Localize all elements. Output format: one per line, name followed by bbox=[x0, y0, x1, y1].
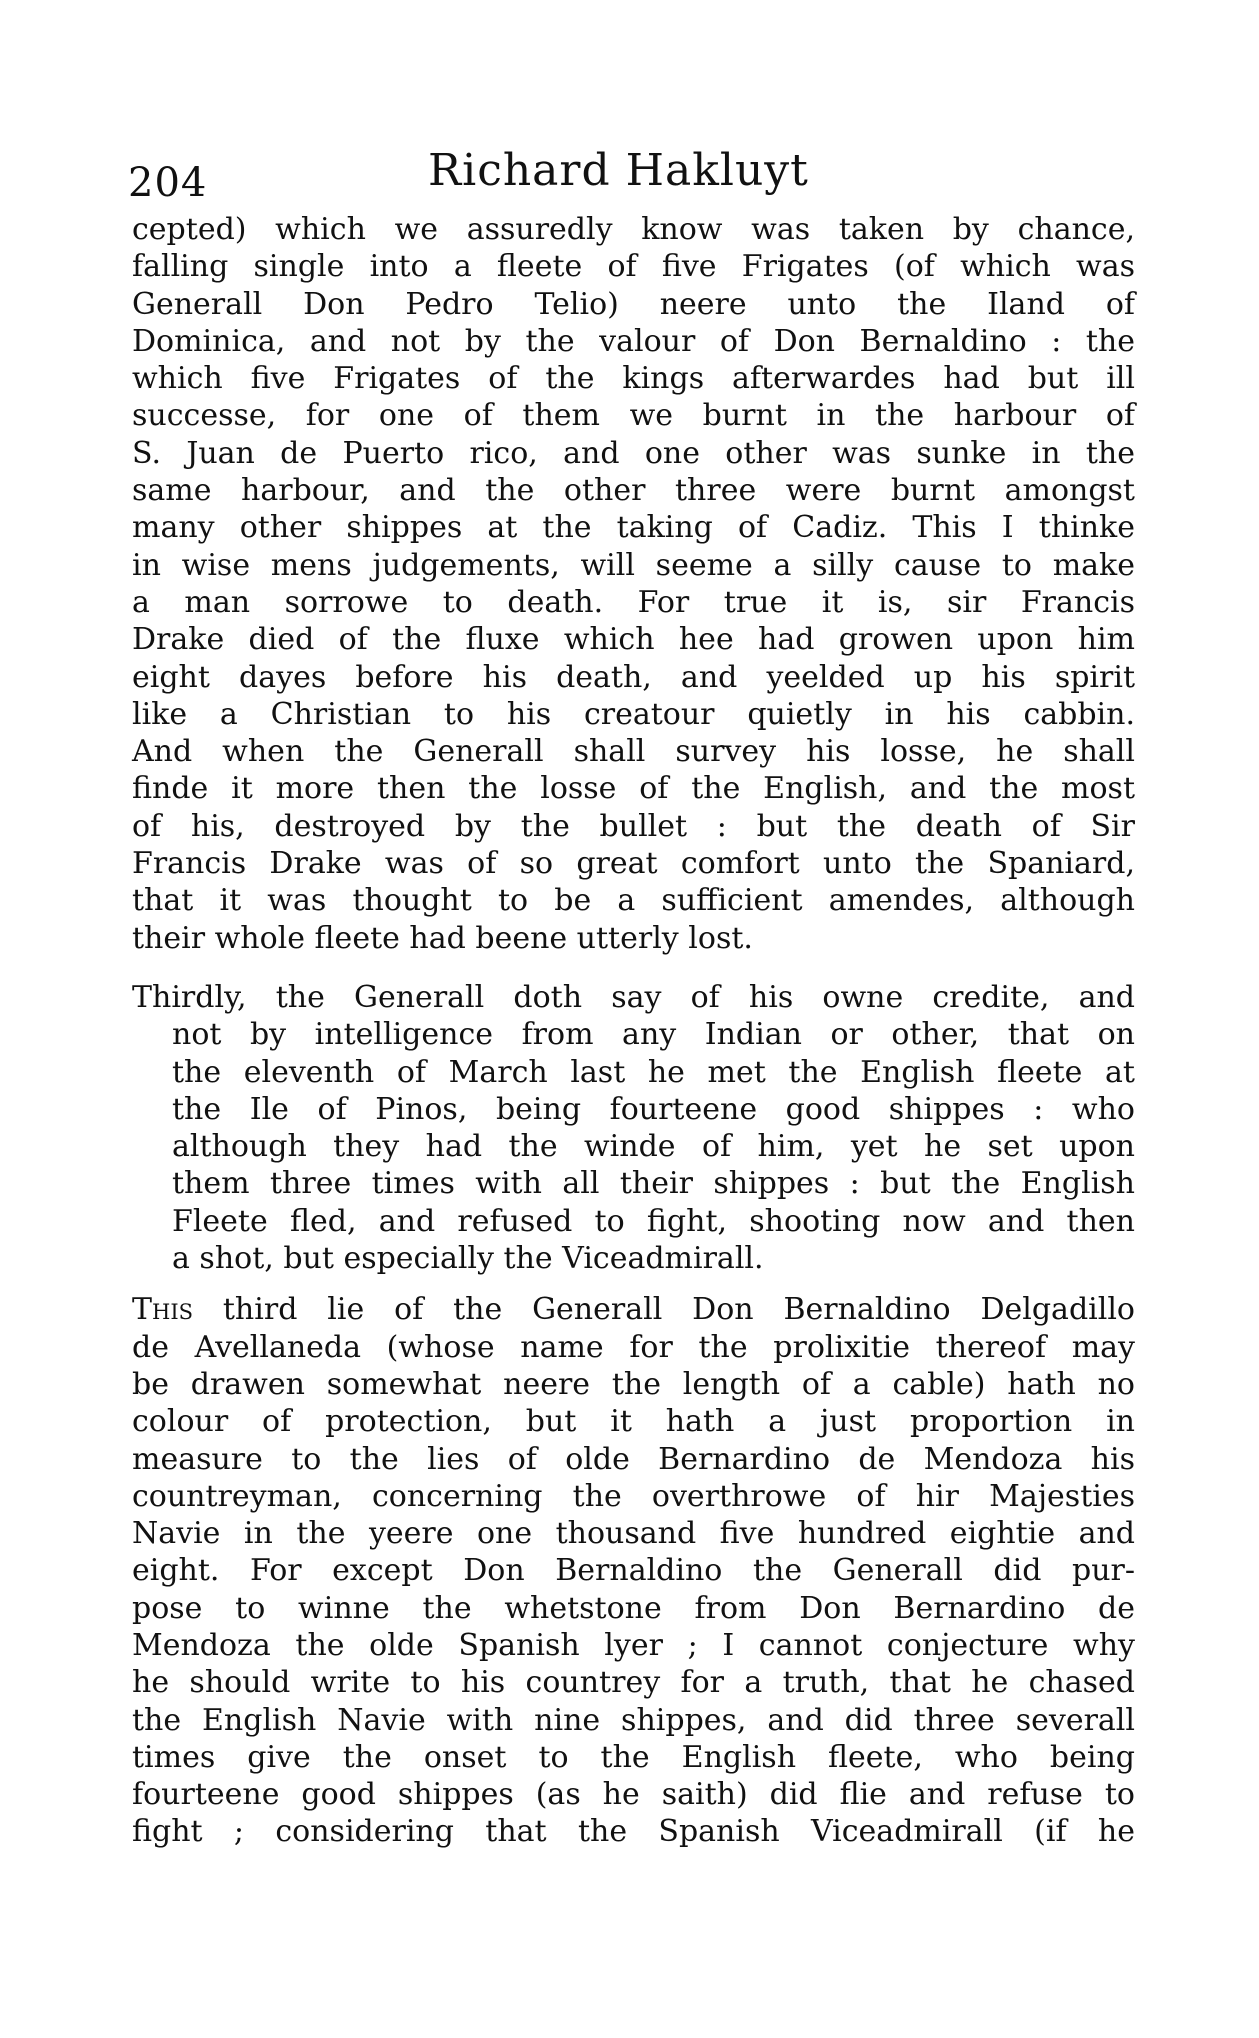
paragraph-3 bbox=[132, 1291, 1135, 1850]
text-line: a shot, but especially the Viceadmirall. bbox=[172, 1241, 764, 1277]
running-title: Richard Hakluyt bbox=[428, 145, 809, 196]
text-line: fight ; considering that the Spanish Viceadmirall (if he bbox=[132, 1814, 1135, 1850]
text-line: Mendoza the olde Spanish lyer ; I cannot conjecture why bbox=[132, 1627, 1135, 1663]
text-line: successe, for one of them we burnt in the harbour of bbox=[132, 398, 1135, 434]
text-line: Drake died of the fluxe which hee had growen upon him bbox=[132, 622, 1135, 658]
text-line: same harbour, and the other three were burnt amongst bbox=[132, 473, 1135, 509]
text-line: Francis Drake was of so great comfort unto the Spaniard, bbox=[132, 846, 1135, 882]
text-line-rest: third lie of the Generall Don Bernaldino Delgadillo bbox=[193, 1292, 1135, 1328]
text-line: times give the onset to the English fleete, who being bbox=[132, 1739, 1135, 1775]
text-line: Dominica, and not by the valour of Don Bernaldino : the bbox=[132, 323, 1135, 359]
text-line: pose to winne the whetstone from Don Bernardino de bbox=[132, 1590, 1135, 1626]
page-header bbox=[128, 145, 1128, 215]
text-line: cepted) which we assuredly know was taken by chance, bbox=[132, 212, 1135, 247]
text-line: eight. For except Don Bernaldino the Generall did pur- bbox=[132, 1553, 1135, 1589]
text-line: countreyman, concerning the overthrowe of hir Majesties bbox=[132, 1478, 1135, 1514]
text-line: colour of protection, but it hath a just proportion in bbox=[132, 1404, 1135, 1440]
text-line: like a Christian to his creatour quietly in his cabbin. bbox=[132, 696, 1135, 732]
page-number: 204 bbox=[128, 160, 208, 206]
text-line: that it was thought to be a sufficient amendes, although bbox=[132, 883, 1135, 919]
text-line: S. Juan de Puerto rico, and one other was sunke in the bbox=[132, 435, 1135, 471]
paragraph-2 bbox=[132, 979, 1135, 1277]
text-line: measure to the lies of olde Bernardino de Mendoza his bbox=[132, 1441, 1135, 1477]
text-line: de Avellaneda (whose name for the prolixitie thereof may bbox=[132, 1329, 1135, 1365]
text-line: finde it more then the losse of the English, and the most bbox=[132, 771, 1135, 807]
body-text bbox=[132, 211, 1135, 1851]
text-line: the English Navie with nine shippes, and did three severall bbox=[132, 1702, 1135, 1738]
paragraph-1 bbox=[132, 211, 1135, 957]
text-line: he should write to his countrey for a truth, that he chased bbox=[132, 1665, 1135, 1701]
text-line: them three times with all their shippes : but the English bbox=[172, 1166, 1135, 1202]
text-line: the Ile of Pinos, being fourteene good shippes : who bbox=[172, 1091, 1135, 1127]
text-line: falling single into a fleete of five Frigates (of which was bbox=[132, 249, 1135, 285]
text-line: although they had the winde of him, yet he set upon bbox=[172, 1129, 1135, 1165]
text-line: Generall Don Pedro Telio) neere unto the Iland of bbox=[132, 286, 1135, 322]
text-line: which five Frigates of the kings afterwardes had but ill bbox=[132, 361, 1135, 397]
text-line: a man sorrowe to death. For true it is, sir Francis bbox=[132, 584, 1135, 620]
text-line: fourteene good shippes (as he saith) did flie and refuse to bbox=[132, 1777, 1135, 1813]
text-line: eight dayes before his death, and yeelded up his spirit bbox=[132, 659, 1135, 695]
text-line: of his, destroyed by the bullet : but the death of Sir bbox=[132, 808, 1135, 844]
text-line: Navie in the yeere one thousand five hundred eightie and bbox=[132, 1516, 1135, 1552]
text-line bbox=[132, 1291, 1135, 1328]
text-line: not by intelligence from any Indian or other, that on bbox=[172, 1017, 1135, 1053]
small-caps-lead-word: This bbox=[132, 1292, 194, 1328]
text-line: in wise mens judgements, will seeme a silly cause to make bbox=[132, 547, 1135, 583]
text-line: Thirdly, the Generall doth say of his owne credite, and bbox=[132, 979, 1135, 1015]
text-line: be drawen somewhat neere the length of a cable) hath no bbox=[132, 1366, 1135, 1402]
text-line: And when the Generall shall survey his losse, he shall bbox=[132, 734, 1135, 770]
text-line: many other shippes at the taking of Cadiz. This I thinke bbox=[132, 510, 1135, 546]
text-line: their whole fleete had beene utterly lost. bbox=[132, 920, 753, 956]
text-line: the eleventh of March last he met the English fleete at bbox=[172, 1054, 1135, 1090]
text-line: Fleete fled, and refused to fight, shooting now and then bbox=[172, 1203, 1135, 1239]
